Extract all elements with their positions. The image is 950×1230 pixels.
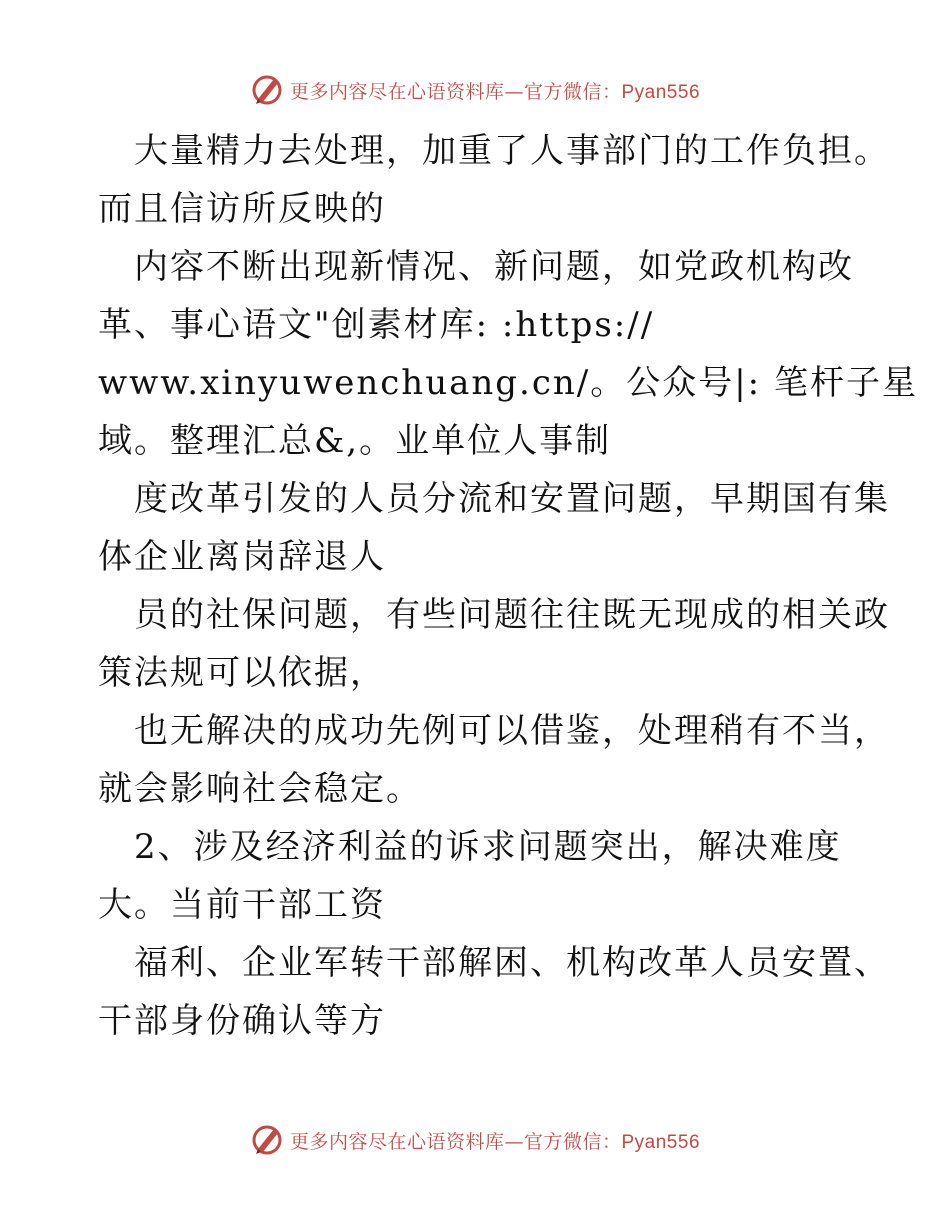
body-line: 革、事心语文"创素材库: :https://: [98, 305, 655, 345]
document-body: [98, 122, 918, 1050]
body-line: 大量精力去处理，加重了人事部门的工作负担。: [134, 131, 890, 171]
body-line: 大。当前干部工资: [98, 885, 386, 925]
body-line: 度改革引发的人员分流和安置问题，早期国有集: [134, 479, 890, 519]
body-line: 就会影响社会稳定。: [98, 769, 422, 809]
body-line: 福利、企业军转干部解困、机构改革人员安置、: [134, 943, 890, 983]
body-line: 也无解决的成功先例可以借鉴，处理稍有不当，: [134, 711, 890, 751]
body-line: 而且信访所反映的: [98, 189, 386, 229]
pen-logo-icon: [250, 1123, 284, 1157]
body-line: 策法规可以依据，: [98, 653, 386, 693]
header-wechat-id: Pyan556: [621, 81, 701, 103]
body-line: www.xinyuwenchuang.cn/。公众号|: 笔杆子星: [98, 363, 918, 403]
footer-banner-text: 更多内容尽在心语资料库—官方微信：Pyan556: [289, 1130, 701, 1153]
header-banner: [0, 70, 950, 110]
footer-wechat-id: Pyan556: [621, 1131, 701, 1153]
body-line: 域。整理汇总&,。业单位人事制: [98, 421, 612, 461]
body-line: 员的社保问题，有些问题往往既无现成的相关政: [134, 595, 890, 635]
body-line: 干部身份确认等方: [98, 1001, 386, 1041]
header-banner-text: 更多内容尽在心语资料库—官方微信：Pyan556: [289, 80, 701, 103]
body-line: 2、涉及经济利益的诉求问题突出，解决难度: [134, 827, 842, 867]
body-line: 内容不断出现新情况、新问题，如党政机构改: [134, 247, 854, 287]
footer-banner: [0, 1120, 950, 1160]
pen-logo-icon: [250, 73, 284, 107]
body-line: 体企业离岗辞退人: [98, 537, 386, 577]
